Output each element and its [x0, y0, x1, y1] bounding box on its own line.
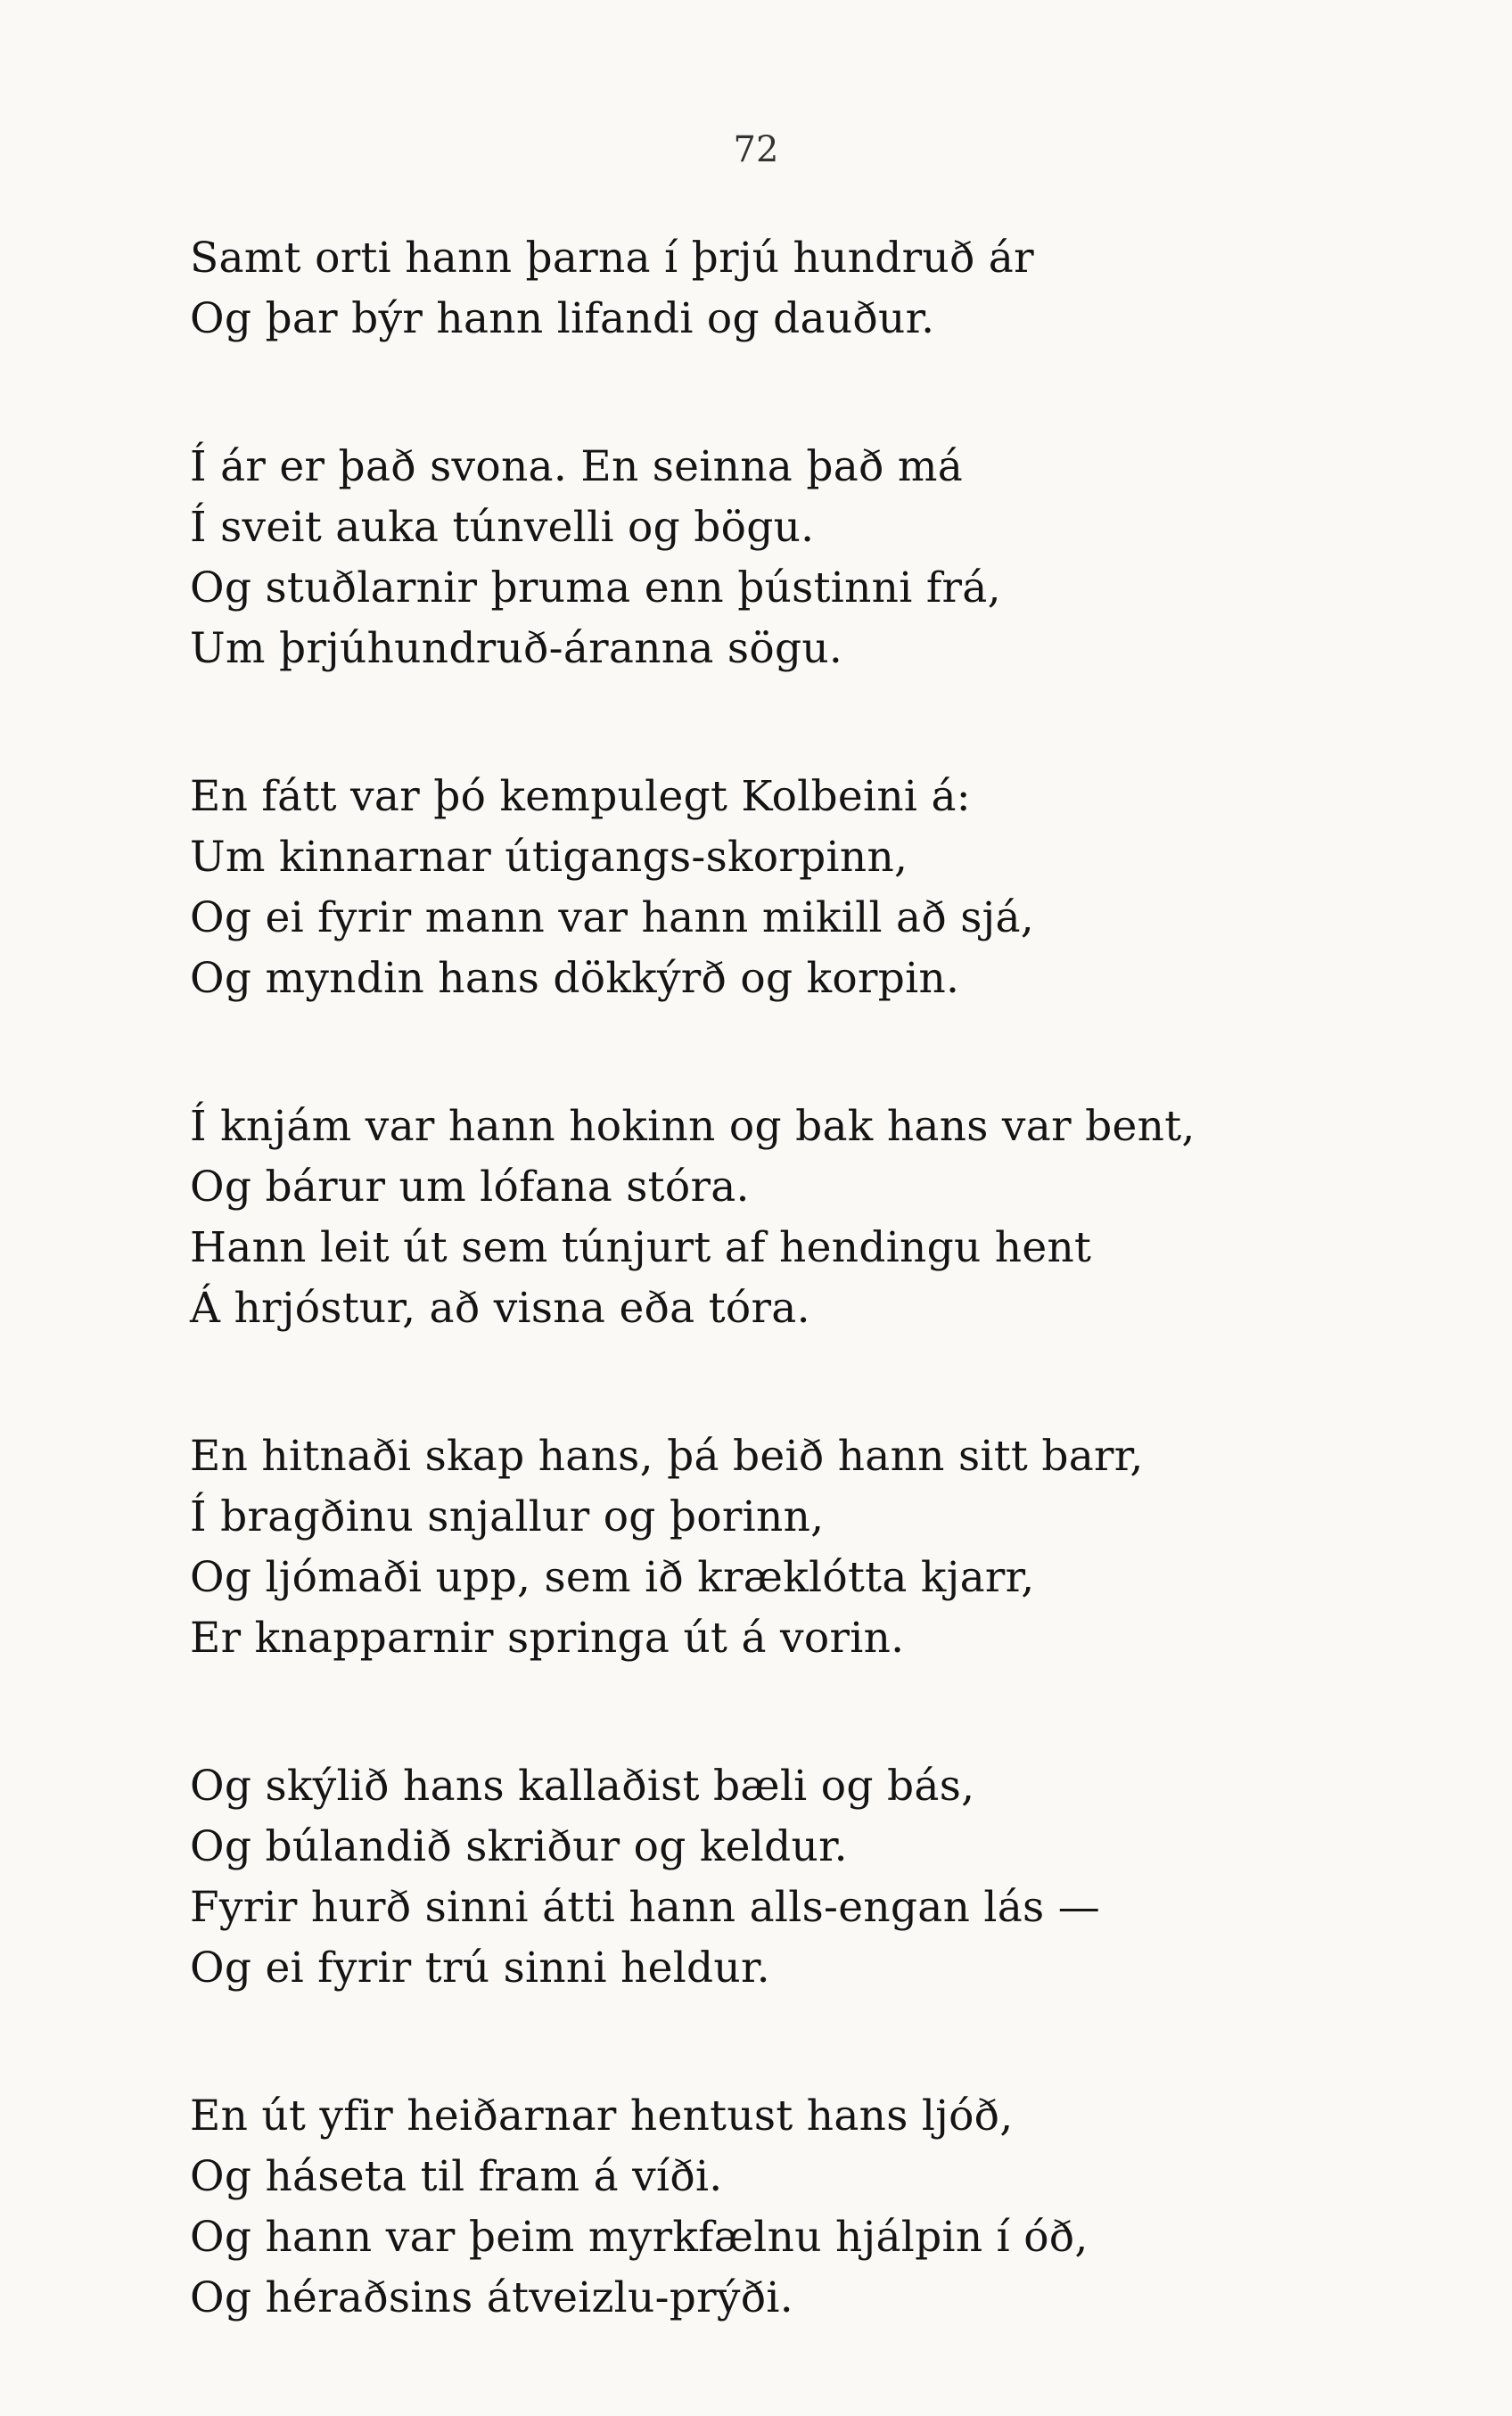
- stanza-4: [190, 1097, 1438, 1339]
- poem-line: Fyrir hurð sinni átti hann alls-engan lás —: [190, 1883, 1101, 1932]
- stanza-7: [190, 2086, 1438, 2329]
- poem-line: Og skýlið hans kallaðist bæli og bás,: [190, 1762, 975, 1811]
- stanza-3: [190, 767, 1438, 1009]
- poem-line: Og ei fyrir trú sinni heldur.: [190, 1943, 770, 1993]
- poem-line: Og hann var þeim myrkfælnu hjálpin í óð,: [190, 2213, 1089, 2262]
- poem-line: Hann leit út sem túnjurt af hendingu hent: [190, 1223, 1092, 1272]
- poem-line: Og bárur um lófana stóra.: [190, 1163, 750, 1212]
- stanza-6: [190, 1756, 1438, 1999]
- poem-line: Og búlandið skriður og keldur.: [190, 1822, 848, 1871]
- poem-line: En fátt var þó kempulegt Kolbeini á:: [190, 772, 971, 821]
- poem-line: En út yfir heiðarnar hentust hans ljóð,: [190, 2091, 1014, 2141]
- poem-line: Og háseta til fram á víði.: [190, 2152, 723, 2201]
- poem-line: Og þar býr hann lifandi og dauður.: [190, 294, 935, 343]
- poem-line: Á hrjóstur, að visna eða tóra.: [190, 1284, 810, 1333]
- stanza-1: [190, 228, 1438, 349]
- stanza-2: [190, 437, 1438, 679]
- poem-line: Um þrjúhundruð-áranna sögu.: [190, 624, 843, 673]
- poem-line: En hitnaði skap hans, þá beið hann sitt barr,: [190, 1432, 1144, 1481]
- poem-line: Og ei fyrir mann var hann mikill að sjá,: [190, 893, 1035, 942]
- poem-line: Og ljómaði upp, sem ið kræklótta kjarr,: [190, 1553, 1035, 1602]
- poem-line: Og héraðsins átveizlu-prýði.: [190, 2273, 793, 2322]
- poem-line: Er knapparnir springa út á vorin.: [190, 1614, 905, 1663]
- page-number: 72: [733, 129, 779, 170]
- poem-line: Um kinnarnar útigangs-skorpinn,: [190, 833, 908, 882]
- poem-line: Í bragðinu snjallur og þorinn,: [190, 1492, 825, 1541]
- poem-line: Í sveit auka túnvelli og bögu.: [190, 503, 815, 552]
- stanza-5: [190, 1426, 1438, 1669]
- poem-line: Og stuðlarnir þruma enn þústinni frá,: [190, 563, 1001, 612]
- poem-line: Í ár er það svona. En seinna það má: [190, 442, 964, 491]
- poem-body: [190, 228, 1438, 2416]
- poem-line: Samt orti hann þarna í þrjú hundruð ár: [190, 234, 1034, 283]
- poem-line: Í knjám var hann hokinn og bak hans var bent,: [190, 1102, 1196, 1151]
- poem-line: Og myndin hans dökkýrð og korpin.: [190, 954, 960, 1003]
